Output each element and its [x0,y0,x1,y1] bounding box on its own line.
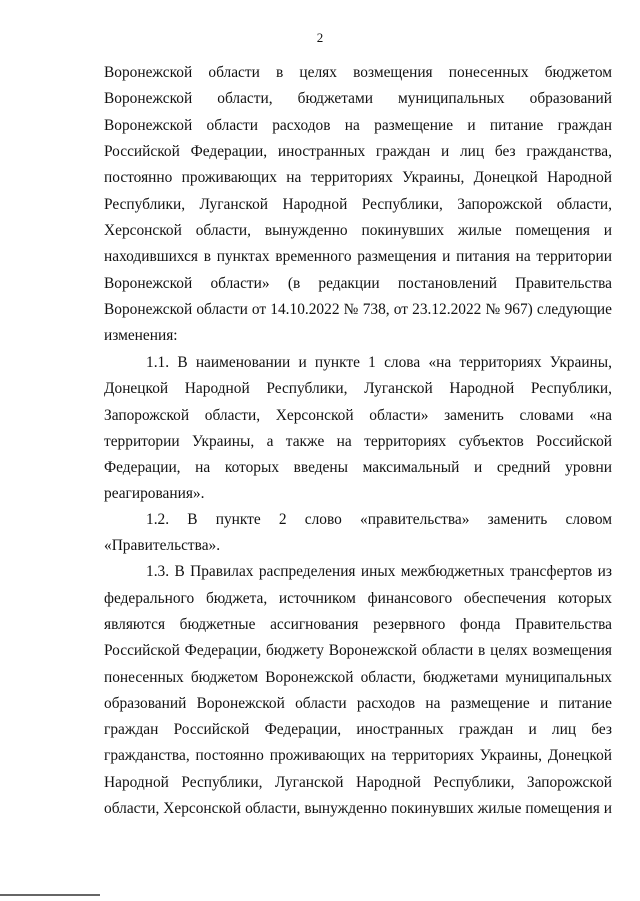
text-line: Федерации, на которых введены максимальный и средний уровни [104,459,612,476]
text-line: территории Украины, а также на территориях субъектов Российской [104,433,612,450]
text-line: граждан Российской Федерации, иностранных граждан и лиц без [104,721,612,738]
text-line: Воронежской области расходов на размещение и питание граждан [104,117,612,134]
text-line: 1.3. В Правилах распределения иных межбюджетных трансфертов из [146,563,612,580]
text-line: Народной Республики, Луганской Народной Республики, Запорожской [104,774,612,791]
text-line: «Правительства». [104,537,221,554]
text-line: Запорожской области, Херсонской области» заменить словами «на [104,407,612,424]
text-line: Российской Федерации, бюджету Воронежской области в целях возмещения [104,642,612,659]
text-line: понесенных бюджетом Воронежской области, бюджетами муниципальных [104,669,612,686]
text-line: федерального бюджета, источником финансового обеспечения которых [104,590,612,607]
text-line: изменения: [104,327,178,344]
text-line: гражданства, постоянно проживающих на территориях Украины, Донецкой [104,747,612,764]
text-line: Воронежской области, бюджетами муниципальных образований [104,90,612,107]
text-line: Воронежской области от 14.10.2022 № 738, от 23.12.2022 № 967) следующие [104,301,612,318]
text-line: являются бюджетные ассигнования резервного фонда Правительства [104,616,612,633]
page-number: 2 [316,30,324,45]
text-line: Республики, Луганской Народной Республики, Запорожской области, [104,196,612,213]
text-line: области, Херсонской области, вынужденно покинувших жилые помещения и [104,800,612,817]
text-line: Воронежской области в целях возмещения понесенных бюджетом [104,64,612,81]
scan-edge-mark [0,894,100,896]
text-line: реагирования». [104,485,205,502]
text-line: образований Воронежской области расходов на размещение и питание [104,695,612,712]
text-line: Воронежской области» (в редакции постановлений Правительства [104,275,612,292]
text-line: постоянно проживающих на территориях Украины, Донецкой Народной [104,169,612,186]
text-line: Херсонской области, вынужденно покинувших жилые помещения и [104,222,612,239]
text-line: 1.2. В пункте 2 слово «правительства» заменить словом [146,511,612,528]
text-line: Донецкой Народной Республики, Луганской Народной Республики, [104,380,612,397]
text-line: находившихся в пунктах временного размещения и питания на территории [104,248,612,265]
text-line: Российской Федерации, иностранных граждан и лиц без гражданства, [104,143,612,160]
text-line: 1.1. В наименовании и пункте 1 слова «на территориях Украины, [146,354,612,371]
